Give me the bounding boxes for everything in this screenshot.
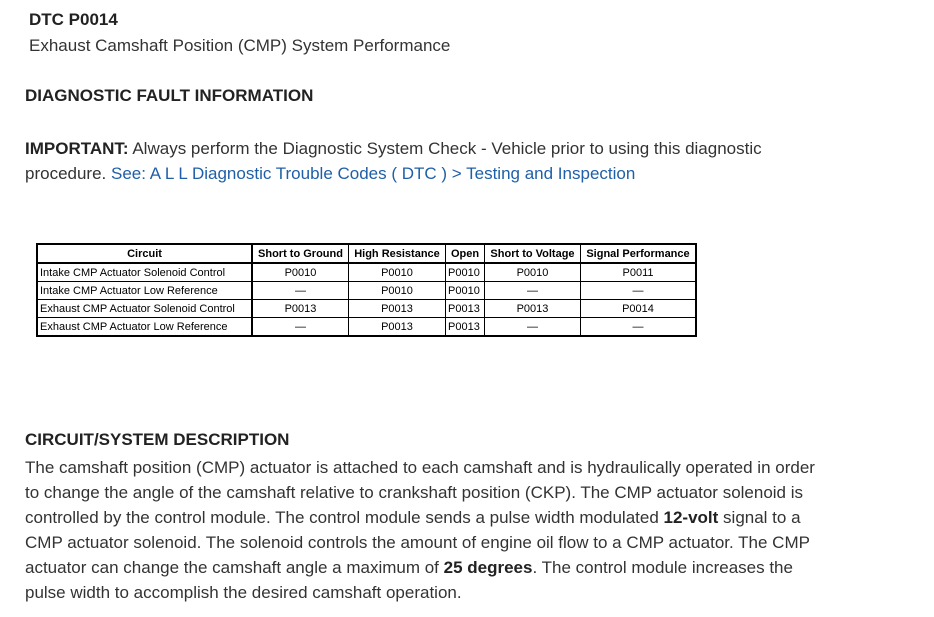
short-to-ground-cell: P0010 — [252, 263, 349, 282]
desc-text-1: The camshaft position (CMP) actuator is attached to each camshaft and is hydraulically operated in order to change the angle of the camshaft relative to crankshaft position (CKP). The CMP actuator solenoid is controlled by the control module. The control module sends a pulse width modulated — [25, 458, 815, 527]
desc-text-2: signal to a CMP actuator solenoid. The solenoid controls the amount of engine oil flow to a CMP actuator. The CMP actuator can change the camshaft angle a maximum of — [25, 508, 810, 577]
signal-performance-cell: P0014 — [581, 300, 697, 318]
short-to-voltage-cell: — — [485, 282, 581, 300]
circuit-cell: Intake CMP Actuator Solenoid Control — [37, 263, 252, 282]
dtc-code: DTC P0014 — [29, 10, 118, 29]
short-to-ground-cell: — — [252, 282, 349, 300]
header-signal-performance: Signal Performance — [581, 244, 697, 263]
important-note — [25, 136, 825, 186]
high-resistance-cell: P0013 — [349, 318, 446, 337]
fault-info-heading: DIAGNOSTIC FAULT INFORMATION — [25, 86, 314, 105]
important-label: IMPORTANT: — [25, 139, 129, 158]
short-to-ground-cell: — — [252, 318, 349, 337]
short-to-voltage-cell: — — [485, 318, 581, 337]
dtc-testing-link[interactable]: See: A L L Diagnostic Trouble Codes ( DTC ) > Testing and Inspection — [111, 164, 636, 183]
header-open: Open — [446, 244, 485, 263]
high-resistance-cell: P0013 — [349, 300, 446, 318]
table-row — [37, 300, 696, 318]
high-resistance-cell: P0010 — [349, 282, 446, 300]
fault-table-header-row — [37, 244, 696, 263]
open-cell: P0010 — [446, 263, 485, 282]
fault-table — [36, 243, 697, 337]
open-cell: P0013 — [446, 300, 485, 318]
high-resistance-cell: P0010 — [349, 263, 446, 282]
table-row — [37, 282, 696, 300]
circuit-description-text — [25, 455, 825, 605]
signal-performance-cell: P0011 — [581, 263, 697, 282]
header-short-to-ground: Short to Ground — [252, 244, 349, 263]
desc-text-3: . The control module increases the pulse width to accomplish the desired camshaft operation. — [25, 558, 793, 602]
table-row — [37, 318, 696, 337]
header-high-resistance: High Resistance — [349, 244, 446, 263]
circuit-cell: Intake CMP Actuator Low Reference — [37, 282, 252, 300]
desc-bold-voltage: 12-volt — [663, 508, 719, 527]
short-to-voltage-cell: P0010 — [485, 263, 581, 282]
circuit-cell: Exhaust CMP Actuator Low Reference — [37, 318, 252, 337]
circuit-cell: Exhaust CMP Actuator Solenoid Control — [37, 300, 252, 318]
circuit-description-heading: CIRCUIT/SYSTEM DESCRIPTION — [25, 430, 290, 449]
signal-performance-cell: — — [581, 318, 697, 337]
header-short-to-voltage: Short to Voltage — [485, 244, 581, 263]
desc-bold-degrees: 25 degrees — [443, 558, 533, 577]
open-cell: P0013 — [446, 318, 485, 337]
short-to-voltage-cell: P0013 — [485, 300, 581, 318]
header-circuit: Circuit — [37, 244, 252, 263]
table-row — [37, 263, 696, 282]
signal-performance-cell: — — [581, 282, 697, 300]
important-text: Always perform the Diagnostic System Check - Vehicle prior to using this diagnostic procedure. — [25, 139, 762, 183]
short-to-ground-cell: P0013 — [252, 300, 349, 318]
open-cell: P0010 — [446, 282, 485, 300]
dtc-description: Exhaust Camshaft Position (CMP) System Performance — [29, 36, 451, 55]
